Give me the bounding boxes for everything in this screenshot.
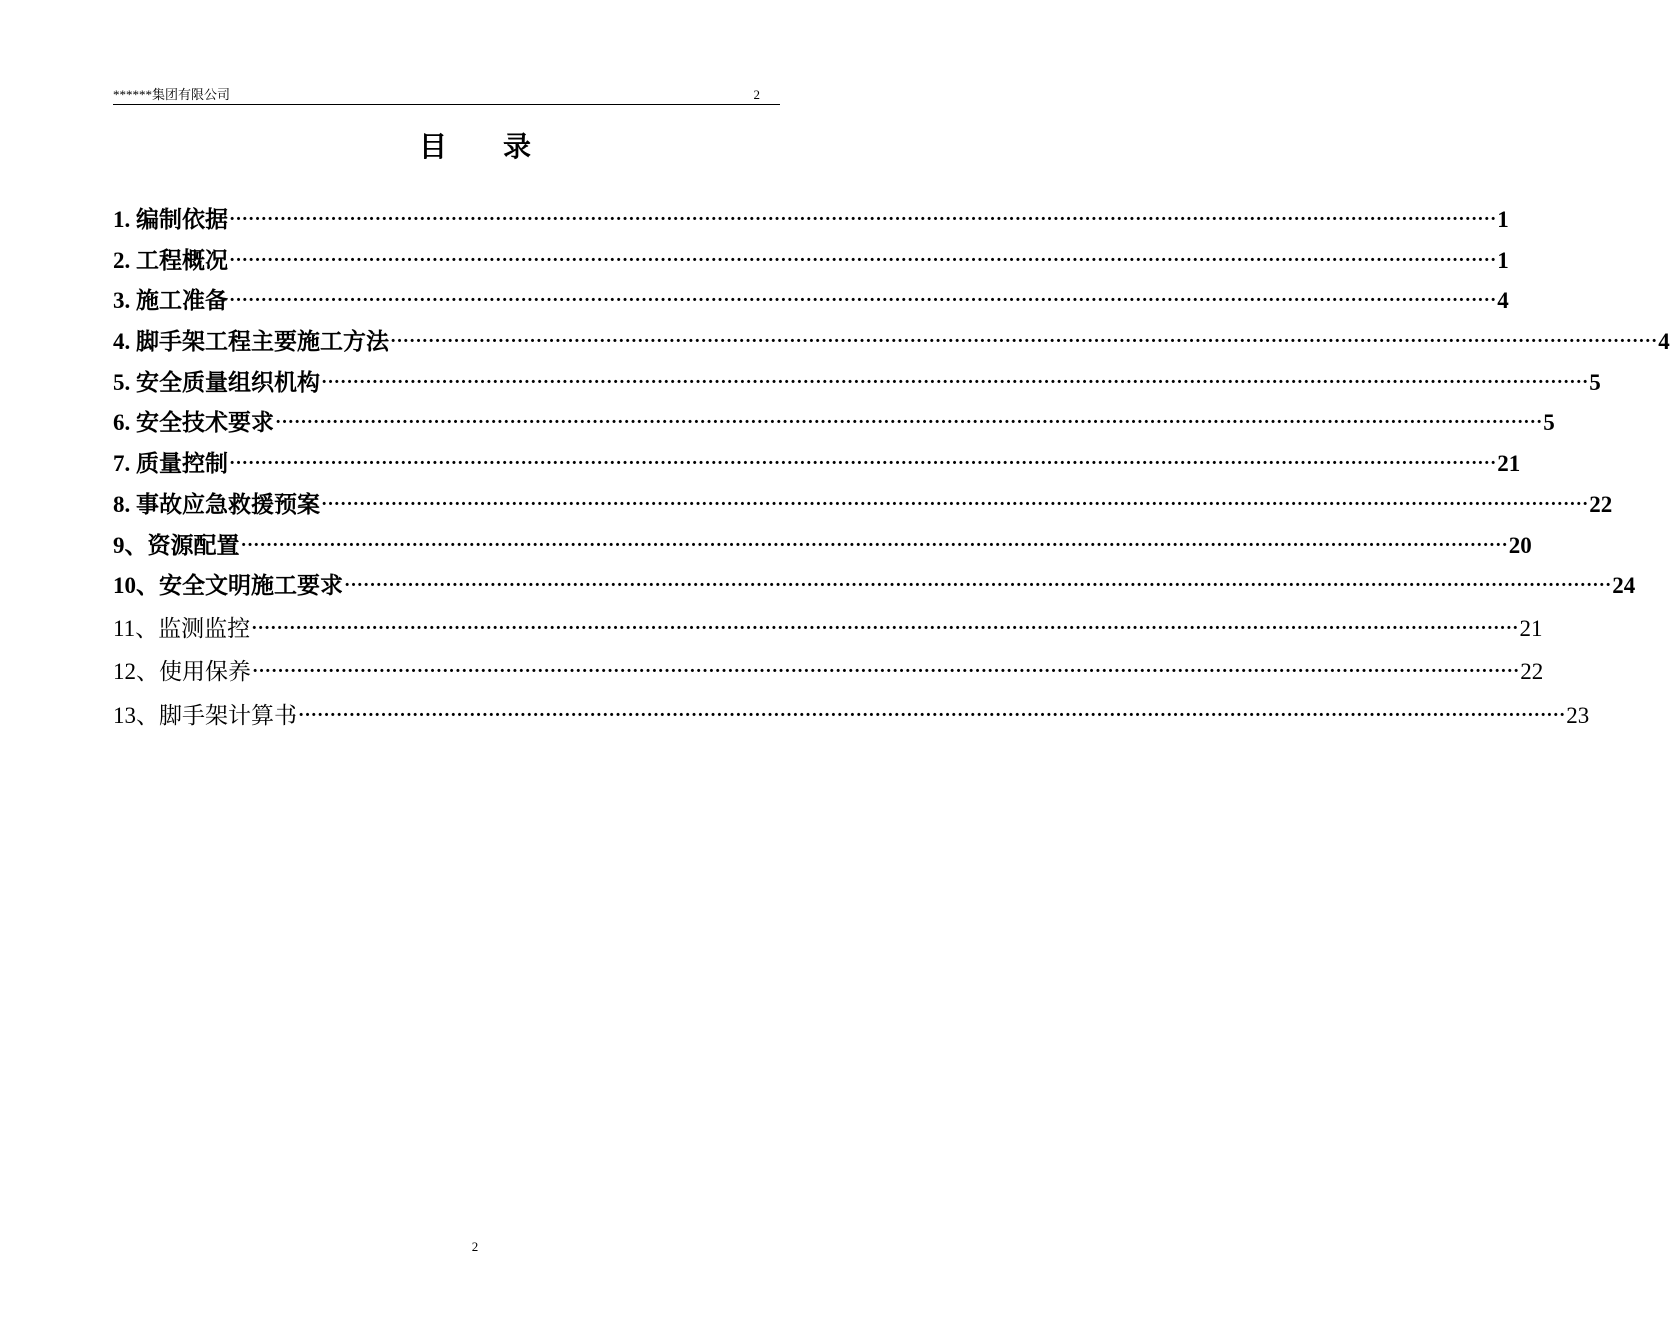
toc-entry-page: 5	[1589, 369, 1601, 395]
table-of-contents	[113, 200, 1670, 737]
header-company-name: ******集团有限公司	[113, 87, 231, 102]
toc-entry-page: 22	[1520, 659, 1544, 685]
toc-entry[interactable]	[113, 607, 1543, 651]
toc-leader-dots: ········································································································································································································	[251, 617, 1519, 639]
toc-entry-page: 4	[1658, 329, 1670, 355]
toc-entry[interactable]	[113, 200, 1509, 241]
toc-leader-dots: ········································································································································································································	[275, 412, 1543, 434]
toc-entry-label: 3. 施工准备	[113, 288, 228, 314]
toc-entry-label: 11、监测监控	[113, 615, 251, 641]
toc-entry[interactable]	[113, 363, 1601, 404]
toc-title-part2: 录	[503, 132, 532, 163]
toc-entry-page: 21	[1519, 615, 1543, 641]
toc-entry[interactable]	[113, 485, 1613, 526]
toc-entry[interactable]	[113, 650, 1544, 694]
toc-entry-page: 20	[1508, 532, 1532, 558]
toc-entry-page: 21	[1497, 451, 1521, 477]
toc-entry-label: 5. 安全质量组织机构	[113, 369, 320, 395]
header-page-number: 2	[753, 87, 760, 102]
toc-leader-dots: ········································································································································································································	[298, 704, 1566, 726]
toc-leader-dots: ········································································································································································································	[240, 534, 1508, 556]
toc-entry-label: 13、脚手架计算书	[113, 702, 297, 728]
toc-entry-page: 22	[1589, 491, 1613, 517]
toc-leader-dots: ········································································································································································································	[229, 209, 1497, 230]
toc-entry[interactable]	[113, 322, 1670, 363]
toc-entry-label: 10、安全文明施工要求	[113, 573, 343, 599]
toc-title	[0, 128, 950, 168]
toc-entry-label: 2. 工程概况	[113, 247, 228, 273]
toc-leader-dots: ········································································································································································································	[229, 249, 1497, 271]
toc-entry-page: 1	[1497, 207, 1509, 232]
toc-leader-dots: ········································································································································································································	[321, 493, 1589, 515]
toc-entry[interactable]	[113, 403, 1555, 444]
toc-leader-dots: ········································································································································································································	[229, 290, 1497, 312]
page-header	[113, 86, 780, 105]
toc-leader-dots: ········································································································································································································	[344, 575, 1612, 597]
toc-entry-label: 8. 事故应急救援预案	[113, 491, 320, 517]
toc-entry[interactable]	[113, 526, 1532, 567]
toc-entry-page: 23	[1566, 702, 1590, 728]
toc-entry-label: 12、使用保养	[113, 659, 251, 685]
toc-entry[interactable]	[113, 444, 1521, 485]
toc-entry-label: 1. 编制依据	[113, 207, 228, 232]
toc-leader-dots: ········································································································································································································	[252, 661, 1520, 683]
toc-entry-label: 9、资源配置	[113, 532, 240, 558]
toc-entry-page: 4	[1497, 288, 1509, 314]
page-footer	[0, 1238, 950, 1256]
toc-leader-dots: ········································································································································································································	[229, 453, 1497, 475]
toc-entry-label: 6. 安全技术要求	[113, 410, 274, 436]
toc-entry-page: 1	[1497, 247, 1509, 273]
toc-entry[interactable]	[113, 281, 1509, 322]
toc-entry[interactable]	[113, 566, 1636, 607]
toc-entry[interactable]	[113, 241, 1509, 282]
toc-entry[interactable]	[113, 694, 1590, 738]
toc-leader-dots: ········································································································································································································	[390, 331, 1658, 353]
toc-entry-label: 4. 脚手架工程主要施工方法	[113, 329, 389, 355]
footer-page-number: 2	[471, 1239, 479, 1254]
toc-entry-page: 24	[1612, 573, 1636, 599]
toc-title-part1: 目	[418, 132, 447, 163]
toc-entry-label: 7. 质量控制	[113, 451, 228, 477]
toc-entry-page: 5	[1543, 410, 1555, 436]
toc-leader-dots: ········································································································································································································	[321, 371, 1589, 393]
